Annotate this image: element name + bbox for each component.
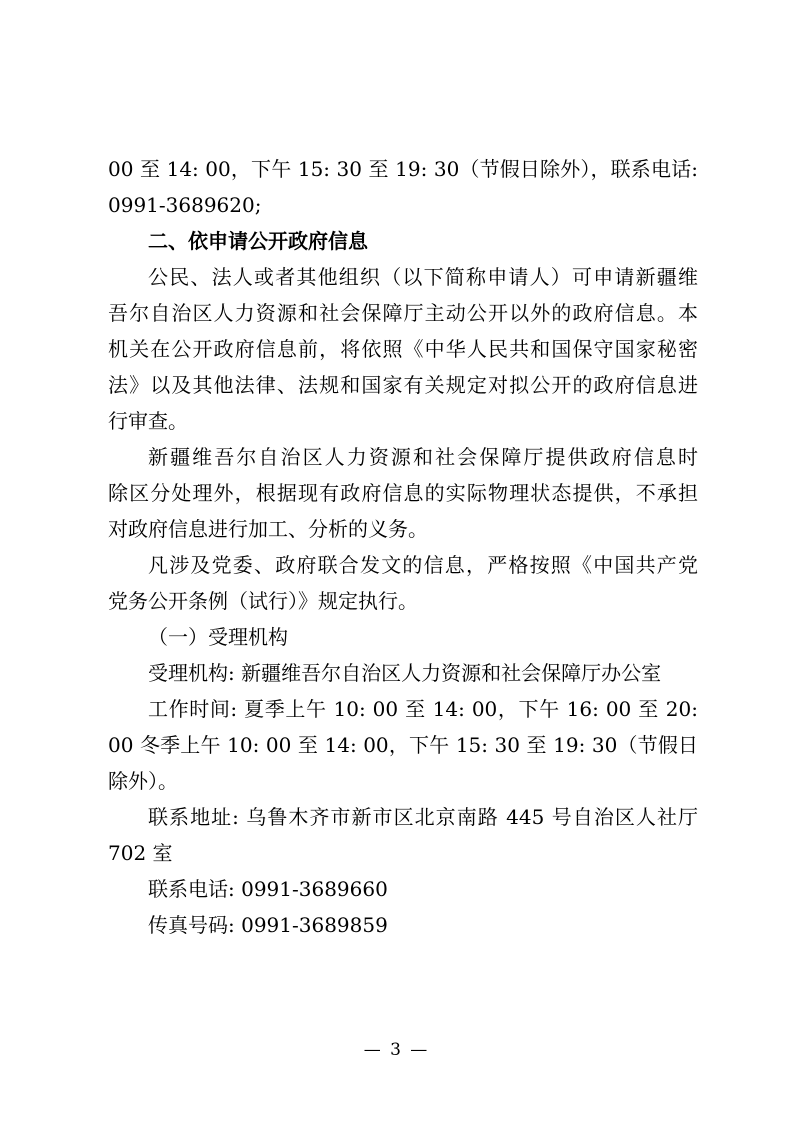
hours-line: 除外）。 — [108, 769, 178, 793]
paragraph-line: 行审查。 — [108, 409, 188, 433]
paragraph-line: 公民、法人或者其他组织（以下简称申请人）可申请新疆维 — [148, 265, 698, 289]
address-line: 联系地址: 乌鲁木齐市新市区北京南路 445 号自治区人社厅 — [148, 805, 698, 829]
hours-line: 00 冬季上午 10: 00 至 14: 00，下午 15: 30 至 19: 30（节假日 — [108, 733, 698, 757]
paragraph-line: 机关在公开政府信息前，将依照《中华人民共和国保守国家秘密 — [108, 337, 698, 361]
phone-line: 联系电话: 0991-3689660 — [148, 877, 388, 901]
paragraph-line: 新疆维吾尔自治区人力资源和社会保障厅提供政府信息时 — [148, 445, 698, 469]
paragraph-line: 法》以及其他法律、法规和国家有关规定对拟公开的政府信息进 — [108, 373, 698, 397]
paragraph-line: 凡涉及党委、政府联合发文的信息，严格按照《中国共产党 — [148, 553, 698, 577]
text-line: 0991-3689620; — [108, 193, 262, 217]
page-number: — 3 — — [363, 1040, 430, 1060]
address-line: 702 室 — [108, 841, 173, 865]
paragraph-line: 对政府信息进行加工、分析的义务。 — [108, 517, 428, 541]
paragraph-line: 吾尔自治区人力资源和社会保障厅主动公开以外的政府信息。本 — [108, 301, 698, 325]
paragraph-line: 除区分处理外，根据现有政府信息的实际物理状态提供，不承担 — [108, 481, 698, 505]
hours-line: 工作时间: 夏季上午 10: 00 至 14: 00，下午 16: 00 至 20: — [148, 697, 698, 721]
paragraph-line: 党务公开条例（试行）》规定执行。 — [108, 589, 418, 613]
section-heading: 二、依申请公开政府信息 — [148, 229, 368, 253]
text-line: 00 至 14: 00，下午 15: 30 至 19: 30（节假日除外），联系电话: — [108, 157, 698, 181]
fax-line: 传真号码: 0991-3689859 — [148, 913, 388, 937]
subsection-heading: （一）受理机构 — [148, 625, 288, 649]
agency-line: 受理机构: 新疆维吾尔自治区人力资源和社会保障厅办公室 — [148, 661, 662, 685]
